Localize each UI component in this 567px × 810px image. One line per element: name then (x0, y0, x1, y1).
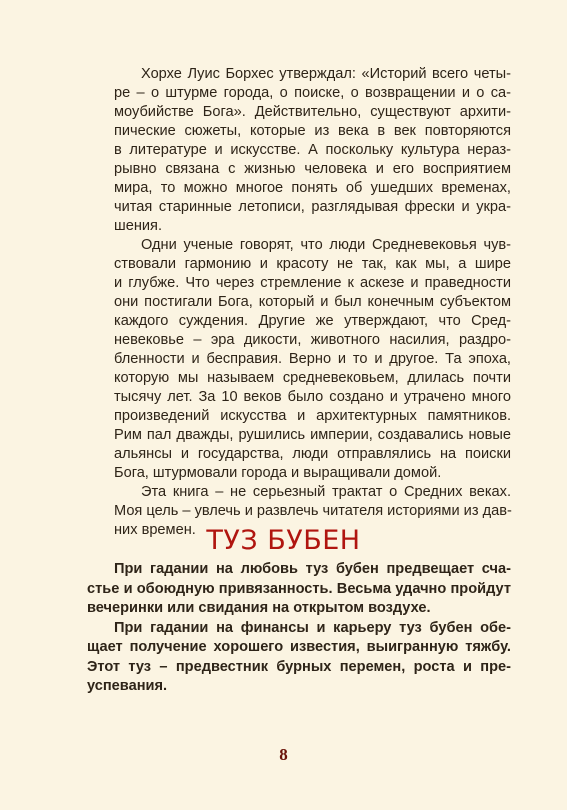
paragraph-love-reading (87, 560, 511, 619)
text-line: рывно связана с жизнью человека и его восприятием (114, 161, 511, 177)
text-line: Бога, штурмовали города и выращивали домой. (114, 465, 442, 481)
text-line: которую мы называем средневековьем, длилась почти (114, 370, 511, 386)
paragraph-middle-ages (87, 236, 511, 483)
text-line: Эта книга – не серьезный трактат о Средних веках. (141, 484, 511, 500)
section-heading: ТУЗ БУБЕН (206, 525, 361, 556)
text-line: ре – о штурме города, о поиске, о возвращении и о са- (114, 85, 511, 101)
text-line: они постигали Бога, который и был конечным субъектом (114, 294, 511, 310)
body-text (87, 65, 511, 540)
text-line: ствовали гармонию и красоту не так, как мы, а шире (114, 256, 511, 272)
text-line: моубийстве Бога». Действительно, существуют архити- (114, 104, 511, 120)
card-meaning-text (87, 560, 511, 697)
text-line: альянсы и государства, люди отправлялись на поиски (114, 446, 511, 462)
text-line: щает получение хорошего известия, выигранную тяжбу. (87, 639, 511, 655)
paragraph-finance-reading (87, 619, 511, 697)
text-line: в литературе и искусстве. А поскольку культура нераз- (114, 142, 511, 158)
text-line: Одни ученые говорят, что люди Средневековья чув- (141, 237, 511, 253)
text-line: При гадании на любовь туз бубен предвещает сча- (114, 561, 511, 577)
page-number: 8 (279, 745, 288, 764)
paragraph-intro (87, 65, 511, 236)
text-line: читая старинные летописи, разглядывая фрески и укра- (114, 199, 511, 215)
text-line: произведений искусства и архитектурных памятников. (114, 408, 511, 424)
text-line: шения. (114, 218, 162, 234)
text-line: вечеринки или свидания на открытом воздухе. (87, 600, 431, 616)
text-line: них времен. (114, 522, 196, 538)
text-line: невековье – эра дикости, животного насилия, раздро- (114, 332, 511, 348)
text-line: мира, то можно многое понять об ушедших временах, (114, 180, 511, 196)
text-line: успевания. (87, 678, 168, 694)
text-line: Хорхе Луис Борхес утверждал: «Историй всего четы- (141, 66, 511, 82)
text-line: Рим пал дважды, рушились империи, создавались новые (114, 427, 511, 443)
text-line: стье и обоюдную привязанность. Весьма удачно пройдут (87, 580, 511, 597)
text-line: и глубже. Что через стремление к аскезе и праведности (114, 275, 511, 291)
text-line: бленности и бесправия. Верно и то и другое. Та эпоха, (114, 351, 511, 367)
text-line: Моя цель – увлечь и развлечь читателя историями из дав- (114, 503, 512, 519)
text-line: При гадании на финансы и карьеру туз бубен обе- (114, 619, 511, 636)
text-line: пические сюжеты, которые из века в век повторяются (114, 123, 511, 139)
text-line: каждого суждения. Другие же утверждают, что Сред- (114, 313, 511, 329)
text-line: Этот туз – предвестник бурных перемен, роста и пре- (87, 658, 511, 675)
text-line: тысячу лет. За 10 веков было создано и утрачено много (114, 389, 511, 405)
